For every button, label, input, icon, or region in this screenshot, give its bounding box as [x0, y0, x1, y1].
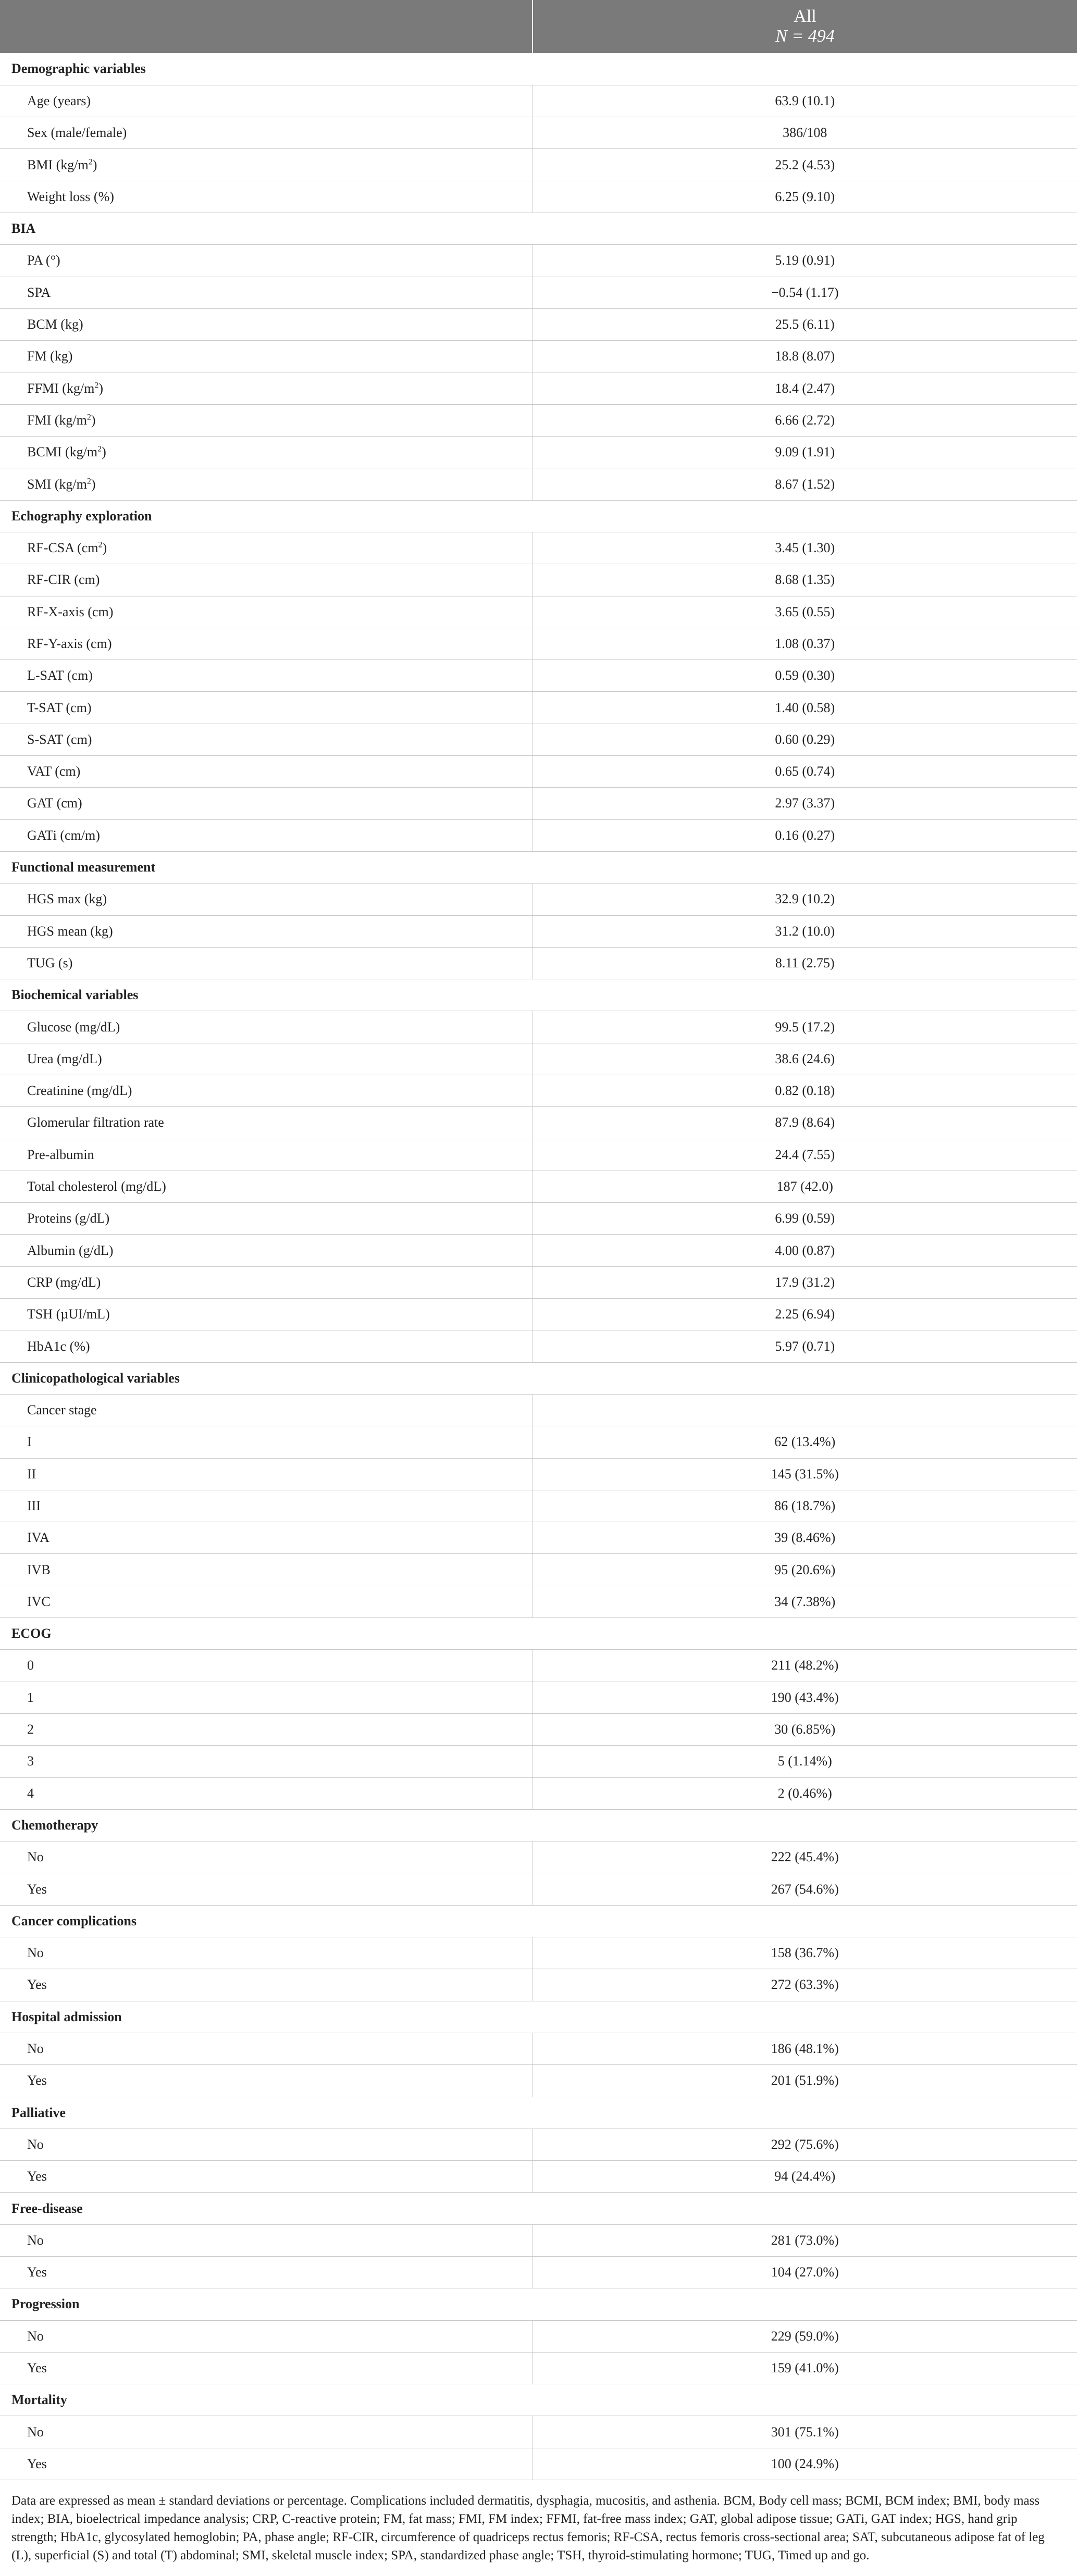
row-label-text: Albumin (g/dL) — [27, 1242, 114, 1258]
row-value: 145 (31.5%) — [533, 1458, 1077, 1490]
row-label-text: HbA1c (%) — [27, 1338, 90, 1354]
row-value: 104 (27.0%) — [533, 2256, 1077, 2288]
row-label-suffix: ) — [92, 157, 97, 172]
row-label-text: IVC — [27, 1594, 51, 1609]
row-label-text: L-SAT (cm) — [27, 668, 93, 683]
section-row — [0, 979, 1077, 1011]
row-label-text: PA (°) — [27, 253, 60, 268]
row-label — [0, 1330, 533, 1362]
row-value: 0.59 (0.30) — [533, 660, 1077, 692]
row-label-text: I — [27, 1434, 32, 1450]
row-label — [0, 1841, 533, 1873]
row-value: 211 (48.2%) — [533, 1650, 1077, 1682]
row-label — [0, 947, 533, 979]
row-label-text: FMI (kg/m — [27, 412, 87, 428]
row-label — [0, 1650, 533, 1682]
row-value: 2 (0.46%) — [533, 1777, 1077, 1809]
row-label-superscript: 2 — [97, 444, 102, 454]
row-value: 158 (36.7%) — [533, 1937, 1077, 1969]
row-label-text: Glucose (mg/dL) — [27, 1019, 120, 1035]
section-title: Free-disease — [0, 2193, 1077, 2224]
table-row — [0, 1394, 1077, 1426]
row-label-text: 4 — [27, 1785, 34, 1801]
row-label — [0, 1426, 533, 1458]
table-row — [0, 1266, 1077, 1298]
section-row — [0, 2001, 1077, 2033]
row-value: −0.54 (1.17) — [533, 277, 1077, 308]
table-row — [0, 1203, 1077, 1235]
row-value: 5.97 (0.71) — [533, 1330, 1077, 1362]
table-row — [0, 2224, 1077, 2256]
section-row — [0, 53, 1077, 85]
section-title: BIA — [0, 213, 1077, 244]
table-row — [0, 1937, 1077, 1969]
row-label-suffix: ) — [102, 444, 106, 460]
table-row — [0, 1299, 1077, 1330]
row-label-superscript: 2 — [88, 157, 93, 166]
section-title: Demographic variables — [0, 53, 1077, 85]
row-label — [0, 372, 533, 404]
table-row — [0, 1139, 1077, 1171]
table-row — [0, 883, 1077, 915]
row-label — [0, 1937, 533, 1969]
row-label-text: TSH (µUI/mL) — [27, 1306, 110, 1322]
section-title: Biochemical variables — [0, 979, 1077, 1011]
row-label — [0, 1171, 533, 1202]
table-row — [0, 85, 1077, 117]
row-value: 30 (6.85%) — [533, 1713, 1077, 1745]
row-value: 229 (59.0%) — [533, 2320, 1077, 2352]
row-label-text: BCM (kg) — [27, 317, 83, 332]
row-label-superscript: 2 — [94, 380, 99, 390]
table-row — [0, 532, 1077, 564]
row-label-text: BMI (kg/m — [27, 157, 89, 172]
row-label-text: No — [27, 2328, 44, 2344]
row-label — [0, 1235, 533, 1266]
row-value: 0.16 (0.27) — [533, 819, 1077, 851]
header-n-label: N = 494 — [775, 27, 835, 46]
row-label — [0, 2033, 533, 2064]
row-value: 3.65 (0.55) — [533, 596, 1077, 628]
row-label — [0, 2416, 533, 2448]
row-label — [0, 308, 533, 340]
row-label-text: Urea (mg/dL) — [27, 1051, 102, 1066]
row-label — [0, 788, 533, 819]
section-row — [0, 1362, 1077, 1394]
row-label — [0, 2161, 533, 2193]
row-label-suffix: ) — [98, 380, 103, 396]
row-value: 5.19 (0.91) — [533, 245, 1077, 277]
row-value: 95 (20.6%) — [533, 1554, 1077, 1586]
row-label-text: RF-CIR (cm) — [27, 572, 100, 588]
row-label — [0, 1299, 533, 1330]
row-label-text: Age (years) — [27, 93, 91, 108]
row-label — [0, 437, 533, 468]
section-row — [0, 1618, 1077, 1650]
table-row — [0, 468, 1077, 500]
header-all-label: All — [794, 7, 816, 26]
table-row — [0, 1011, 1077, 1043]
row-value: 8.11 (2.75) — [533, 947, 1077, 979]
table-row — [0, 404, 1077, 436]
table-row — [0, 947, 1077, 979]
table-row — [0, 117, 1077, 149]
row-label — [0, 1682, 533, 1713]
row-value: 99.5 (17.2) — [533, 1011, 1077, 1043]
row-label — [0, 628, 533, 659]
table-row — [0, 308, 1077, 340]
row-value: 186 (48.1%) — [533, 2033, 1077, 2064]
row-label — [0, 1394, 533, 1426]
table-row — [0, 372, 1077, 404]
row-label — [0, 2352, 533, 2384]
row-label-text: Yes — [27, 1977, 47, 1993]
row-label-text: III — [27, 1498, 41, 1513]
section-title: Palliative — [0, 2097, 1077, 2129]
row-value: 0.65 (0.74) — [533, 756, 1077, 788]
row-label-text: RF-CSA (cm — [27, 540, 98, 556]
row-value: 222 (45.4%) — [533, 1841, 1077, 1873]
table-row — [0, 2416, 1077, 2448]
row-value: 159 (41.0%) — [533, 2352, 1077, 2384]
row-value: 386/108 — [533, 117, 1077, 149]
row-label — [0, 1713, 533, 1745]
row-label — [0, 1139, 533, 1171]
row-value: 9.09 (1.91) — [533, 437, 1077, 468]
table-row — [0, 2161, 1077, 2193]
row-value: 5 (1.14%) — [533, 1746, 1077, 1777]
row-label — [0, 756, 533, 788]
row-label — [0, 532, 533, 564]
row-value: 18.8 (8.07) — [533, 341, 1077, 372]
table-row — [0, 245, 1077, 277]
row-label-text: SPA — [27, 284, 51, 300]
row-label — [0, 1969, 533, 2001]
section-row — [0, 2097, 1077, 2129]
table-row — [0, 2448, 1077, 2480]
table-row — [0, 341, 1077, 372]
row-label — [0, 117, 533, 149]
row-label-text: Weight loss (%) — [27, 189, 114, 204]
row-label-text: HGS mean (kg) — [27, 923, 113, 939]
row-label-text: No — [27, 2041, 44, 2057]
table-row — [0, 1330, 1077, 1362]
table-row — [0, 181, 1077, 213]
row-label-text: VAT (cm) — [27, 764, 81, 779]
table-row — [0, 1841, 1077, 1873]
row-label — [0, 1203, 533, 1235]
row-label-suffix: ) — [91, 412, 96, 428]
table-row — [0, 2065, 1077, 2097]
table-row — [0, 1554, 1077, 1586]
row-label — [0, 819, 533, 851]
row-label-text: 3 — [27, 1753, 34, 1769]
row-label-text: 2 — [27, 1722, 34, 1737]
header-empty-cell — [0, 0, 533, 53]
table-row — [0, 149, 1077, 181]
row-label — [0, 1873, 533, 1905]
row-value: 3.45 (1.30) — [533, 532, 1077, 564]
row-value: 38.6 (24.6) — [533, 1043, 1077, 1075]
row-label-text: RF-X-axis (cm) — [27, 604, 114, 619]
row-label-superscript: 2 — [86, 413, 91, 422]
row-label — [0, 1490, 533, 1522]
table-row — [0, 660, 1077, 692]
table-row — [0, 1075, 1077, 1107]
row-label-text: II — [27, 1466, 36, 1482]
row-label-text: GAT (cm) — [27, 795, 82, 811]
table-row — [0, 1650, 1077, 1682]
row-value: 31.2 (10.0) — [533, 915, 1077, 947]
table-row — [0, 1426, 1077, 1458]
row-label — [0, 2129, 533, 2160]
row-label — [0, 724, 533, 755]
row-label-text: No — [27, 2232, 44, 2248]
row-label — [0, 468, 533, 500]
row-label — [0, 1458, 533, 1490]
row-label-text: FFMI (kg/m — [27, 380, 95, 396]
row-value: 1.08 (0.37) — [533, 628, 1077, 659]
row-label — [0, 596, 533, 628]
section-row — [0, 1809, 1077, 1841]
row-label-text: Sex (male/female) — [27, 125, 127, 141]
table-row — [0, 1586, 1077, 1617]
table-row — [0, 915, 1077, 947]
row-label — [0, 1266, 533, 1298]
row-label-text: No — [27, 2424, 44, 2440]
table-row — [0, 596, 1077, 628]
row-label-superscript: 2 — [86, 476, 91, 486]
table-row — [0, 1458, 1077, 1490]
row-value: 94 (24.4%) — [533, 2161, 1077, 2193]
section-row — [0, 2288, 1077, 2320]
row-value: 87.9 (8.64) — [533, 1107, 1077, 1139]
row-label-text: S-SAT (cm) — [27, 731, 92, 747]
row-value: 100 (24.9%) — [533, 2448, 1077, 2480]
row-label-text: BCMI (kg/m — [27, 444, 98, 460]
section-row — [0, 500, 1077, 532]
row-label-suffix: ) — [102, 540, 107, 556]
row-value: 2.25 (6.94) — [533, 1299, 1077, 1330]
table-row — [0, 1107, 1077, 1139]
row-value: 24.4 (7.55) — [533, 1139, 1077, 1171]
section-title: Functional measurement — [0, 851, 1077, 883]
table-row — [0, 1043, 1077, 1075]
row-label — [0, 1586, 533, 1617]
row-value: 0.60 (0.29) — [533, 724, 1077, 755]
table-header — [0, 0, 1077, 53]
row-value: 25.5 (6.11) — [533, 308, 1077, 340]
row-label — [0, 660, 533, 692]
row-value: 267 (54.6%) — [533, 1873, 1077, 1905]
row-label-text: Pre-albumin — [27, 1147, 94, 1162]
row-label-text: Yes — [27, 2360, 47, 2376]
row-value: 63.9 (10.1) — [533, 85, 1077, 117]
row-label — [0, 1746, 533, 1777]
row-label-text: IVB — [27, 1562, 51, 1577]
table-row — [0, 2320, 1077, 2352]
row-value: 6.25 (9.10) — [533, 181, 1077, 213]
row-label — [0, 245, 533, 277]
row-label-text: Cancer stage — [27, 1402, 97, 1418]
section-title: Chemotherapy — [0, 1809, 1077, 1841]
row-label-text: RF-Y-axis (cm) — [27, 636, 112, 651]
row-label-text: FM (kg) — [27, 349, 73, 364]
table-row — [0, 1490, 1077, 1522]
row-label — [0, 883, 533, 915]
row-label — [0, 564, 533, 596]
row-label — [0, 1107, 533, 1139]
table-row — [0, 1713, 1077, 1745]
row-label — [0, 2320, 533, 2352]
table-footnote: Data are expressed as mean ± standard deviations or percentage. Complications included dermatitis, dysphagia, mucositis, and asthenia. BCM, Body cell mass; BCMI, BCM index; BMI, body mass index; BIA, bioelectrical impedance analysis; CRP, C-reactive protein; FM, fat mass; FMI, FM index; FFMI, fat-free mass index; GAT, global adipose tissue; GATi, GAT index; HGS, hand grip strength; HbA1c, glycosylated hemoglobin; PA, phase angle; RF-CIR, circumference of quadriceps rectus femoris; RF-CSA, rectus femoris cross-sectional area; SAT, subcutaneous adipose fat of leg (L), superficial (S) and total (T) abdominal; SMI, skeletal muscle index; SPA, standardized phase angle; TSH, thyroid-stimulating hormone; TUG, Timed up and go. — [11, 2494, 1045, 2563]
row-label — [0, 149, 533, 181]
table-row — [0, 1777, 1077, 1809]
row-label-text: CRP (mg/dL) — [27, 1274, 101, 1290]
table-row — [0, 788, 1077, 819]
table-row — [0, 2033, 1077, 2064]
row-value: 4.00 (0.87) — [533, 1235, 1077, 1266]
section-title: Mortality — [0, 2384, 1077, 2416]
row-label — [0, 181, 533, 213]
row-label-text: Total cholesterol (mg/dL) — [27, 1179, 166, 1194]
table-row — [0, 564, 1077, 596]
table-row — [0, 692, 1077, 724]
row-label-text: Yes — [27, 2169, 47, 2184]
table-row — [0, 1969, 1077, 2001]
row-value: 190 (43.4%) — [533, 1682, 1077, 1713]
row-label-text: Yes — [27, 1881, 47, 1897]
row-label — [0, 404, 533, 436]
row-label-text: Creatinine (mg/dL) — [27, 1083, 132, 1099]
row-label-text: GATi (cm/m) — [27, 827, 100, 843]
table-row — [0, 2352, 1077, 2384]
row-value: 86 (18.7%) — [533, 1490, 1077, 1522]
row-label — [0, 1554, 533, 1586]
section-title: Echography exploration — [0, 500, 1077, 532]
row-label — [0, 1043, 533, 1075]
section-title: Clinicopathological variables — [0, 1362, 1077, 1394]
row-value: 1.40 (0.58) — [533, 692, 1077, 724]
row-label-suffix: ) — [91, 476, 96, 492]
row-label-text: No — [27, 1849, 44, 1865]
row-label-text: HGS max (kg) — [27, 891, 107, 907]
row-value: 301 (75.1%) — [533, 2416, 1077, 2448]
row-label-text: 0 — [27, 1658, 34, 1673]
table-row — [0, 437, 1077, 468]
row-label — [0, 1011, 533, 1043]
section-title: ECOG — [0, 1618, 1077, 1650]
row-value: 62 (13.4%) — [533, 1426, 1077, 1458]
row-label-text: No — [27, 1945, 44, 1961]
row-value: 272 (63.3%) — [533, 1969, 1077, 2001]
row-value: 6.99 (0.59) — [533, 1203, 1077, 1235]
table-row — [0, 2129, 1077, 2160]
row-label — [0, 915, 533, 947]
section-title: Cancer complications — [0, 1905, 1077, 1937]
section-title: Hospital admission — [0, 2001, 1077, 2033]
row-label — [0, 692, 533, 724]
row-label-text: SMI (kg/m — [27, 476, 87, 492]
header-all-cell — [533, 0, 1077, 53]
row-label — [0, 1522, 533, 1554]
row-label — [0, 1075, 533, 1107]
table-row — [0, 628, 1077, 659]
row-label-text: No — [27, 2136, 44, 2152]
row-label — [0, 277, 533, 308]
row-value: 32.9 (10.2) — [533, 883, 1077, 915]
section-row — [0, 2384, 1077, 2416]
row-label-text: Proteins (g/dL) — [27, 1211, 110, 1226]
row-value: 292 (75.6%) — [533, 2129, 1077, 2160]
row-label — [0, 2065, 533, 2097]
row-value: 6.66 (2.72) — [533, 404, 1077, 436]
row-label — [0, 1777, 533, 1809]
row-value: 39 (8.46%) — [533, 1522, 1077, 1554]
table-row — [0, 756, 1077, 788]
row-value: 2.97 (3.37) — [533, 788, 1077, 819]
row-label-text: T-SAT (cm) — [27, 700, 92, 715]
table-row — [0, 1171, 1077, 1202]
row-value: 0.82 (0.18) — [533, 1075, 1077, 1107]
table-row — [0, 1746, 1077, 1777]
table-row — [0, 819, 1077, 851]
table-row — [0, 1682, 1077, 1713]
row-label-superscript: 2 — [98, 540, 103, 550]
table-row — [0, 1873, 1077, 1905]
row-label-text: 1 — [27, 1689, 34, 1705]
row-value: 8.67 (1.52) — [533, 468, 1077, 500]
row-value — [533, 1394, 1077, 1426]
row-value: 8.68 (1.35) — [533, 564, 1077, 596]
row-label-text: Yes — [27, 2456, 47, 2471]
row-label — [0, 341, 533, 372]
row-value: 187 (42.0) — [533, 1171, 1077, 1202]
row-label — [0, 2256, 533, 2288]
table-row — [0, 2256, 1077, 2288]
row-label-text: TUG (s) — [27, 955, 73, 970]
row-value: 25.2 (4.53) — [533, 149, 1077, 181]
table-row — [0, 1522, 1077, 1554]
row-label-text: IVA — [27, 1530, 49, 1546]
row-value: 281 (73.0%) — [533, 2224, 1077, 2256]
section-row — [0, 2193, 1077, 2224]
table-row — [0, 724, 1077, 755]
table-body — [0, 53, 1077, 2480]
table-row — [0, 277, 1077, 308]
row-value: 34 (7.38%) — [533, 1586, 1077, 1617]
row-label-text: Glomerular filtration rate — [27, 1115, 164, 1130]
table-row — [0, 1235, 1077, 1266]
row-label-text: Yes — [27, 2073, 47, 2088]
row-label — [0, 2224, 533, 2256]
section-row — [0, 851, 1077, 883]
row-value: 18.4 (2.47) — [533, 372, 1077, 404]
section-title: Progression — [0, 2288, 1077, 2320]
row-label-text: Yes — [27, 2264, 47, 2280]
row-value: 17.9 (31.2) — [533, 1266, 1077, 1298]
section-row — [0, 1905, 1077, 1937]
row-label — [0, 85, 533, 117]
row-label — [0, 2448, 533, 2480]
row-value: 201 (51.9%) — [533, 2065, 1077, 2097]
section-row — [0, 213, 1077, 244]
